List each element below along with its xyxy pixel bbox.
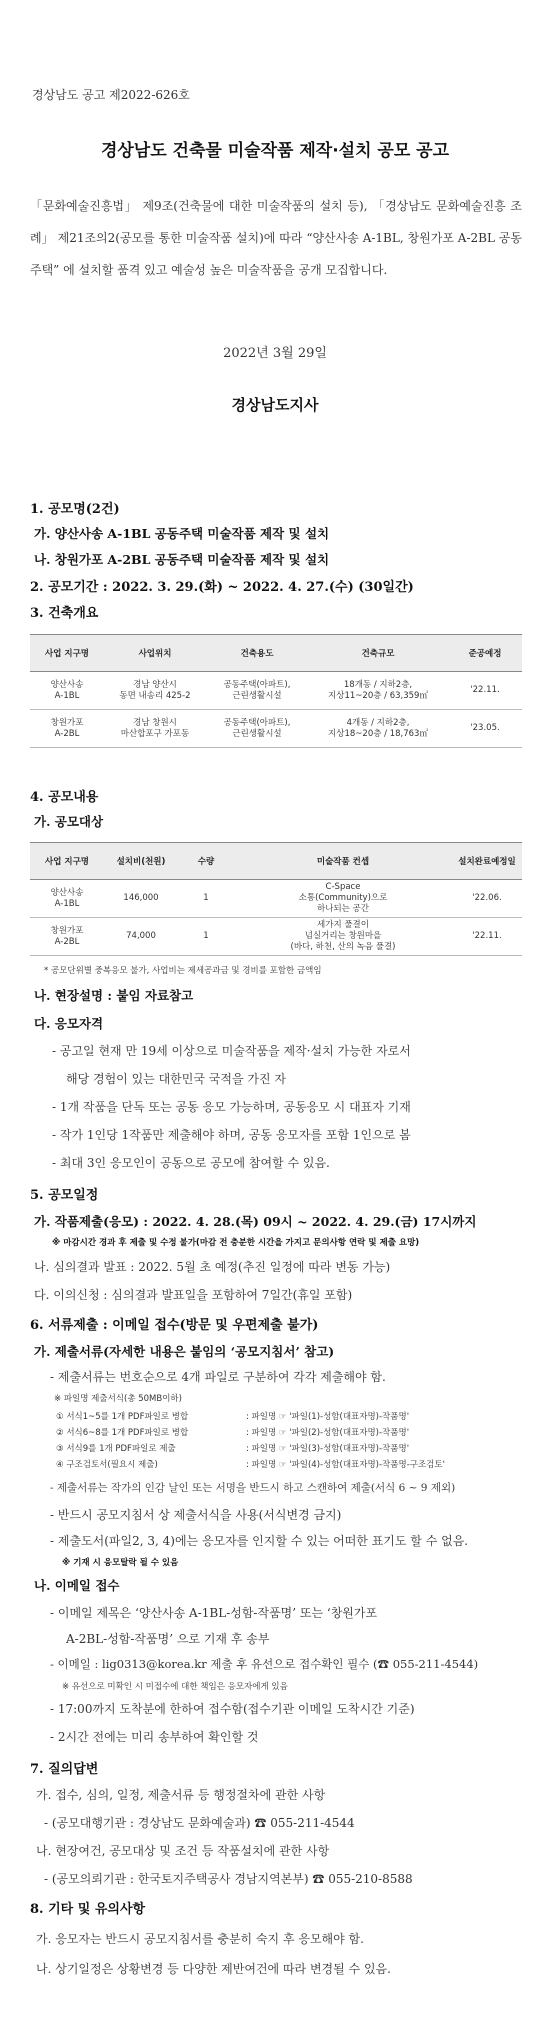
- contest-target-table: [30, 842, 522, 956]
- file-item: ④ 구조검토서(필요시 제출): [56, 1460, 158, 1470]
- section3-heading: 3. 건축개요: [30, 606, 99, 621]
- column-header: 건축규모: [308, 635, 448, 672]
- page-title: 경상남도 건축물 미술작품 제작·설치 공모 공고: [100, 141, 450, 161]
- file-format-note: ※ 파일명 제출서식(총 50MB이하): [54, 1394, 182, 1404]
- qa-site: 나. 현장여건, 공모대상 및 조건 등 작품설치에 관한 사항: [36, 1844, 330, 1858]
- email-heading: 나. 이메일 접수: [34, 1578, 120, 1593]
- intro-paragraph: 「문화예술진흥법」 제9조(건축물에 대한 미술작품의 설치 등), 「경상남도 문화예술진흥 조례」 제21조의2(공모를 통한 미술작품 설치)에 따라 “양산사송 A-1BL, 창원가포 A-2BL 공동주택” 에 설치할 품격 있고 예술성 높은 미술작품을 공개 모집합니다.: [30, 199, 522, 277]
- table-cell: '22.11.: [452, 918, 522, 956]
- notice-item: 나. 상기일정은 상황변경 등 다양한 제반여건에 따라 변경될 수 있음.: [36, 1962, 391, 1976]
- form-rule: - 반드시 공모지침서 상 제출서식을 사용(서식변경 금지): [50, 1508, 342, 1522]
- column-header: 사업 지구명: [30, 635, 104, 672]
- table-header-row: [30, 635, 522, 672]
- notice-number: 경상남도 공고 제2022-626호: [32, 88, 190, 102]
- table-row: [30, 710, 522, 748]
- qa-admin-contact: - (공모대행기관 : 경상남도 문화예술과) ☎ 055-211-4544: [44, 1816, 355, 1830]
- contest-item-b: 나. 창원가포 A-2BL 공동주택 미술작품 제작 및 설치: [34, 552, 330, 567]
- deadline-note: ※ 마감시간 경과 후 제출 및 수정 불가(마감 전 충분한 시간을 가지고 문의사항 연락 및 제출 요망): [52, 1238, 420, 1248]
- file-item: ① 서식1~5를 1개 PDF파일로 병합: [56, 1412, 189, 1422]
- section1-heading: 1. 공모명(2건): [30, 502, 120, 517]
- column-header: 설치비(천원): [104, 843, 178, 880]
- objection-period: 다. 이의신청 : 심의결과 발표일을 포함하여 7일간(휴일 포함): [34, 1288, 353, 1302]
- signature-rule: - 제출서류는 작가의 인감 날인 또는 서명을 반드시 하고 스캔하여 제출(서식 6 ~ 9 제외): [50, 1482, 456, 1494]
- column-header: 수량: [178, 843, 234, 880]
- column-header: 건축용도: [206, 635, 308, 672]
- section2-period: 2. 공모기간 : 2022. 3. 29.(화) ~ 2022. 4. 27.(수) (30일간): [30, 580, 414, 595]
- eligibility-item: 해당 경험이 있는 대한민국 국적을 가진 자: [66, 1072, 286, 1086]
- budget-note: * 공모단위별 중복응모 불가, 사업비는 제세공과금 및 경비를 포함한 금액임: [44, 966, 322, 976]
- column-header: 사업위치: [104, 635, 206, 672]
- table-cell: 1: [178, 880, 234, 918]
- anonymity-rule: - 제출도서(파일2, 3, 4)에는 응모자를 인지할 수 있는 어떠한 표기도 할 수 없음.: [50, 1534, 469, 1548]
- qa-site-contact: - (공모의뢰기관 : 한국토지주택공사 경남지역본부) ☎ 055-210-8588: [44, 1872, 413, 1886]
- contest-item-a: 가. 양산사송 A-1BL 공동주택 미술작품 제작 및 설치: [34, 526, 330, 541]
- table-row: [30, 918, 522, 956]
- email-advance: - 2시간 전에는 미리 송부하여 확인할 것: [50, 1730, 259, 1744]
- table-cell: '23.05.: [448, 710, 522, 748]
- column-header: 설치완료예정일: [452, 843, 522, 880]
- eligibility-heading: 다. 응모자격: [34, 1016, 104, 1031]
- table-cell: 경남 창원시 마산합포구 가포동: [104, 710, 206, 748]
- phone-confirm-note: ※ 유선으로 미확인 시 미접수에 대한 책임은 응모자에게 있음: [62, 1682, 288, 1692]
- table-cell: 공동주택(아파트), 근린생활시설: [206, 672, 308, 710]
- table-cell: 18개동 / 지하2층, 지상11~20층 / 63,359㎡: [308, 672, 448, 710]
- table-row: [30, 880, 522, 918]
- table-cell: 창원가포 A-2BL: [30, 918, 104, 956]
- table-row: [30, 672, 522, 710]
- table-cell: C-Space 소통(Community)으로 하나되는 공간: [234, 880, 452, 918]
- result-announcement: 나. 심의결과 발표 : 2022. 5월 초 예정(추진 일정에 따라 변동 가능): [34, 1260, 391, 1274]
- eligibility-item: - 최대 3인 응모인이 공동으로 공모에 참여할 수 있음.: [52, 1156, 330, 1170]
- table-cell: '22.11.: [448, 672, 522, 710]
- table-cell: 146,000: [104, 880, 178, 918]
- file-name-rule: : 파일명 ☞ '파일(3)-성함(대표자명)-작품명': [246, 1444, 410, 1454]
- file-item: ③ 서식9를 1개 PDF파일로 제출: [56, 1444, 176, 1454]
- table-cell: 4개동 / 지하2층, 지상18~20층 / 18,763㎡: [308, 710, 448, 748]
- section4-heading: 4. 공모내용: [30, 790, 99, 805]
- column-header: 미술작품 컨셉: [234, 843, 452, 880]
- issuer-name: 경상남도지사: [231, 396, 319, 414]
- section4a-heading: 가. 공모대상: [34, 814, 104, 829]
- table-cell: 양산사송 A-1BL: [30, 880, 104, 918]
- table-cell: 경남 양산시 동면 내송리 425-2: [104, 672, 206, 710]
- section5-heading: 5. 공모일정: [30, 1188, 99, 1203]
- email-subject-rule-cont: A-2BL-성함-작품명’ 으로 기재 후 송부: [66, 1632, 270, 1646]
- table-cell: 세가지 풀결이 넘실거리는 창원마을 (바다, 하천, 산의 녹음 풀결): [234, 918, 452, 956]
- section7-heading: 7. 질의답변: [30, 1762, 99, 1777]
- table-cell: 74,000: [104, 918, 178, 956]
- documents-rule: - 제출서류는 번호순으로 4개 파일로 구분하여 각각 제출해야 함.: [50, 1370, 386, 1384]
- disqualification-note: ※ 기재 시 응모탈락 될 수 있음: [62, 1558, 179, 1568]
- email-address: - 이메일 : lig0313@korea.kr 제출 후 유선으로 접수확인 필수 (☎ 055-211-4544): [50, 1657, 479, 1671]
- eligibility-item: - 1개 작품을 단독 또는 공동 응모 가능하며, 공동응모 시 대표자 기재: [52, 1100, 411, 1114]
- building-overview-table: [30, 634, 522, 748]
- eligibility-item: - 작가 1인당 1작품만 제출해야 하며, 공동 응모자를 포함 1인으로 봄: [52, 1128, 411, 1142]
- notice-date: 2022년 3월 29일: [223, 346, 327, 361]
- notice-item: 가. 응모자는 반드시 공모지침서를 충분히 숙지 후 응모해야 함.: [36, 1932, 364, 1946]
- table-header-row: [30, 843, 522, 880]
- email-deadline: - 17:00까지 도착분에 한하여 접수함(접수기관 이메일 도착시간 기준): [50, 1702, 415, 1716]
- table-cell: '22.06.: [452, 880, 522, 918]
- column-header: 사업 지구명: [30, 843, 104, 880]
- section8-heading: 8. 기타 및 유의사항: [30, 1902, 146, 1917]
- file-name-rule: : 파일명 ☞ '파일(2)-성함(대표자명)-작품명': [246, 1428, 410, 1438]
- submission-period: 가. 작품제출(응모) : 2022. 4. 28.(목) 09시 ~ 2022. 4. 29.(금) 17시까지: [34, 1214, 477, 1229]
- email-subject-rule: - 이메일 제목은 ‘양산사송 A-1BL-성함-작품명’ 또는 ‘창원가포: [50, 1606, 378, 1620]
- site-briefing: 나. 현장설명 : 붙임 자료참고: [34, 988, 194, 1003]
- eligibility-item: - 공고일 현재 만 19세 이상으로 미술작품을 제작·설치 가능한 자로서: [52, 1044, 411, 1058]
- documents-heading: 가. 제출서류(자세한 내용은 붙임의 ‘공모지침서’ 참고): [34, 1344, 335, 1359]
- section6-heading: 6. 서류제출 : 이메일 접수(방문 및 우편제출 불가): [30, 1318, 319, 1333]
- qa-admin: 가. 접수, 심의, 일정, 제출서류 등 행정절차에 관한 사항: [36, 1788, 326, 1802]
- file-name-rule: : 파일명 ☞ '파일(4)-성함(대표자명)-작품명-구조검토': [246, 1460, 445, 1470]
- column-header: 준공예정: [448, 635, 522, 672]
- file-item: ② 서식6~8를 1개 PDF파일로 병합: [56, 1428, 189, 1438]
- table-cell: 창원가포 A-2BL: [30, 710, 104, 748]
- table-cell: 공동주택(아파트), 근린생활시설: [206, 710, 308, 748]
- table-cell: 양산사송 A-1BL: [30, 672, 104, 710]
- file-name-rule: : 파일명 ☞ '파일(1)-성함(대표자명)-작품명': [246, 1412, 410, 1422]
- table-cell: 1: [178, 918, 234, 956]
